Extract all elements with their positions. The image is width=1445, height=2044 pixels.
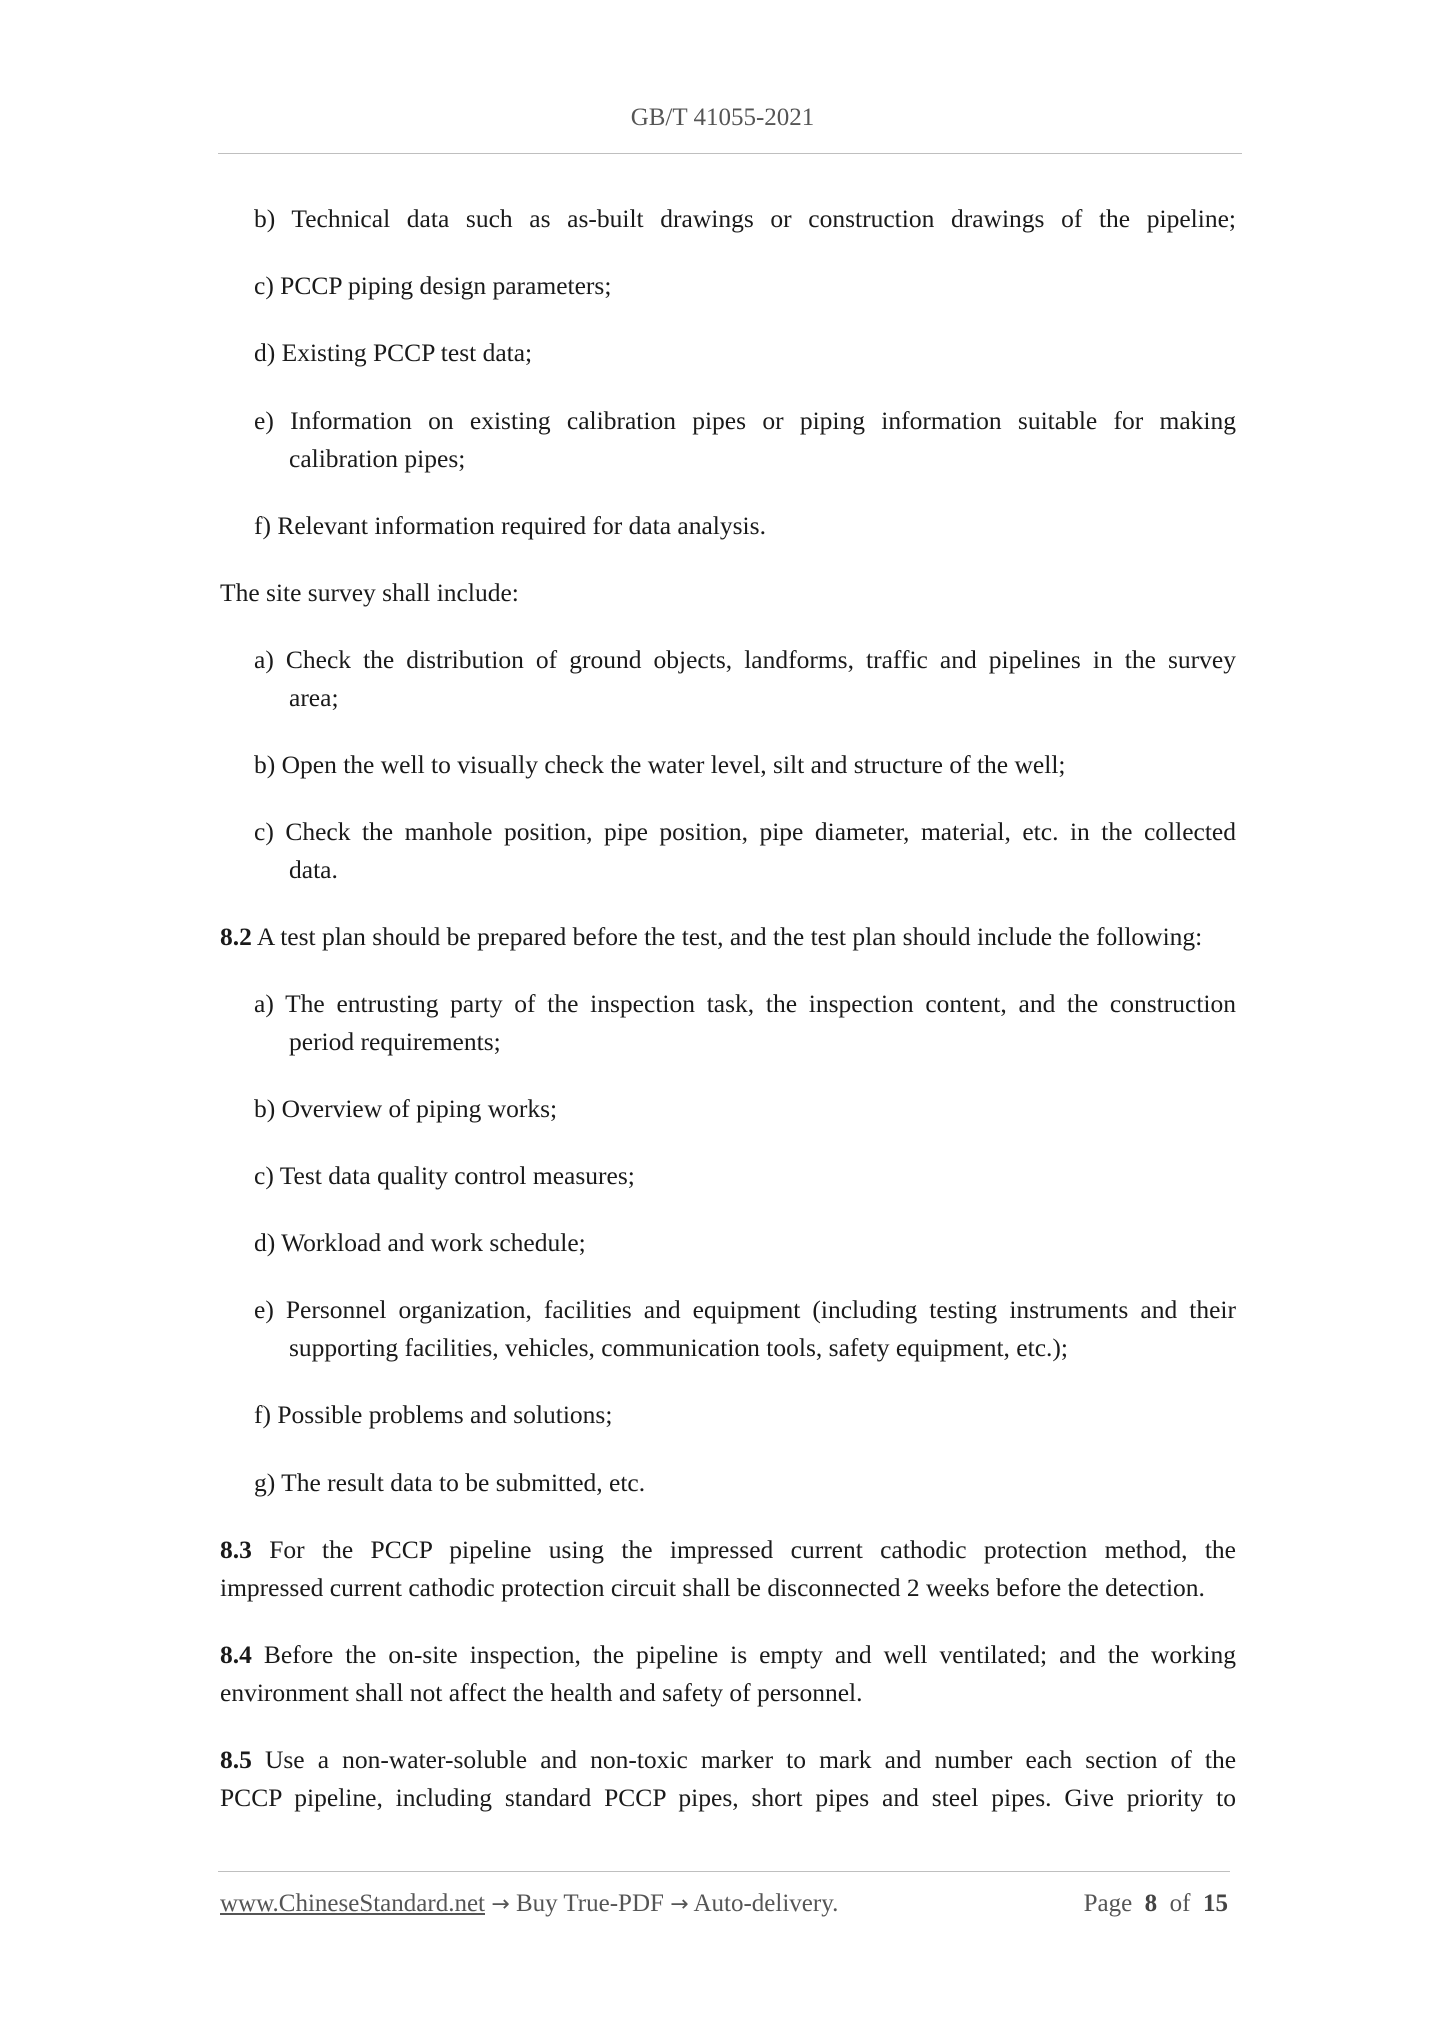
page-current: 8 xyxy=(1144,1890,1158,1917)
clause-8-5-cont: PCCP pipeline, including standard PCCP pipes, short pipes and steel pipes. Give priority to xyxy=(220,1783,1236,1812)
clause-text: For the PCCP pipeline using the impressed current cathodic protection method, the xyxy=(269,1535,1237,1564)
list-item-personnel: e) Personnel organization, facilities and equipment (including testing instruments and their xyxy=(254,1295,1236,1324)
list-item-ground-objects: a) Check the distribution of ground objects, landforms, traffic and pipelines in the survey xyxy=(254,645,1236,674)
clause-text: A test plan should be prepared before the test, and the test plan should include the following: xyxy=(256,922,1203,951)
list-item-calibration-info-cont: calibration pipes; xyxy=(289,444,466,473)
list-item-open-well: b) Open the well to visually check the water level, silt and structure of the well; xyxy=(254,750,1066,779)
list-item-ground-objects-cont: area; xyxy=(289,683,339,712)
document-header-title: GB/T 41055-2021 xyxy=(630,104,815,131)
clause-number: 8.3 xyxy=(220,1535,252,1564)
list-item-manhole-check-cont: data. xyxy=(289,855,338,884)
buy-text: Buy True-PDF xyxy=(515,1890,664,1917)
clause-number: 8.2 xyxy=(220,922,252,951)
list-item-workload: d) Workload and work schedule; xyxy=(254,1228,586,1257)
list-item-problems: f) Possible problems and solutions; xyxy=(254,1400,613,1429)
clause-text: Before the on-site inspection, the pipeline is empty and well ventilated; and the working xyxy=(263,1640,1236,1669)
list-item-manhole-check: c) Check the manhole position, pipe position, pipe diameter, material, etc. in the collected xyxy=(254,817,1236,846)
list-item-existing-test-data: d) Existing PCCP test data; xyxy=(254,338,533,367)
header-divider xyxy=(218,153,1242,154)
list-item-entrusting-party: a) The entrusting party of the inspection task, the inspection content, and the construction xyxy=(254,989,1236,1018)
list-item-relevant-info: f) Relevant information required for data analysis. xyxy=(254,511,766,540)
page-label: Page xyxy=(1083,1890,1133,1917)
list-item-calibration-info: e) Information on existing calibration pipes or piping information suitable for making xyxy=(254,406,1236,435)
list-item-personnel-cont: supporting facilities, vehicles, communication tools, safety equipment, etc.); xyxy=(289,1333,1068,1362)
page-total: 15 xyxy=(1203,1890,1228,1917)
arrow-right-icon: → xyxy=(491,1892,510,1917)
clause-8-4 xyxy=(220,1638,1236,1672)
clause-8-5 xyxy=(220,1743,1236,1777)
clause-number: 8.5 xyxy=(220,1745,252,1774)
clause-8-3 xyxy=(220,1533,1236,1567)
of-label: of xyxy=(1169,1890,1191,1917)
arrow-right-icon: → xyxy=(670,1892,689,1917)
site-survey-intro: The site survey shall include: xyxy=(220,578,519,607)
page-indicator xyxy=(1084,1890,1228,1918)
list-item-quality-control: c) Test data quality control measures; xyxy=(254,1161,635,1190)
clause-8-2 xyxy=(220,920,1202,954)
clause-8-4-cont: environment shall not affect the health and safety of personnel. xyxy=(220,1678,863,1707)
list-item-overview: b) Overview of piping works; xyxy=(254,1094,558,1123)
footer-promo xyxy=(220,1890,838,1918)
footer-divider xyxy=(218,1871,1230,1872)
list-item-technical-data: b) Technical data such as as-built drawings or construction drawings of the pipeline; xyxy=(254,204,1236,233)
delivery-text: Auto-delivery. xyxy=(693,1890,839,1917)
list-item-entrusting-party-cont: period requirements; xyxy=(289,1027,501,1056)
site-link[interactable]: www.ChineseStandard.net xyxy=(220,1890,485,1917)
list-item-design-parameters: c) PCCP piping design parameters; xyxy=(254,271,612,300)
clause-number: 8.4 xyxy=(220,1640,252,1669)
clause-text: Use a non-water-soluble and non-toxic marker to mark and number each section of the xyxy=(264,1745,1237,1774)
clause-8-3-cont: impressed current cathodic protection circuit shall be disconnected 2 weeks before the detection. xyxy=(220,1573,1205,1602)
list-item-result-data: g) The result data to be submitted, etc. xyxy=(254,1468,646,1497)
